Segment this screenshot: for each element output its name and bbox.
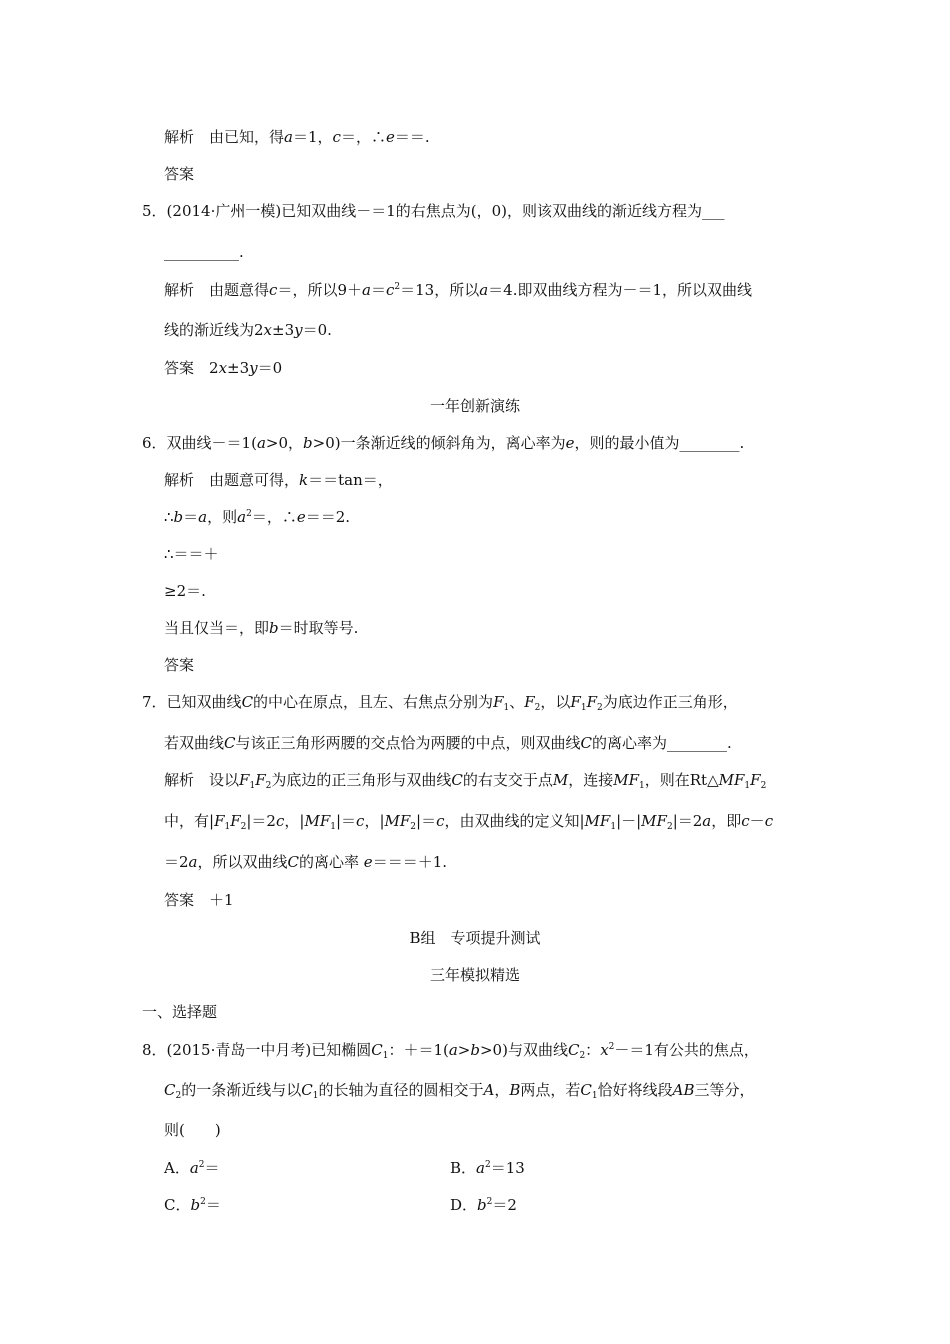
q8-option-c: C．$b^2=$	[164, 1196, 221, 1214]
q8-option-b: B．$a^2=13$	[450, 1159, 525, 1177]
q6-solution-line3: ∴＝＝＋	[164, 545, 219, 563]
q6-solution-line4: ≥2＝.	[164, 582, 206, 600]
q7-stem-line2: 若双曲线C与该正三角形两腰的交点恰为两腰的中点，则双曲线C的离心率为________.	[164, 734, 732, 752]
q8-stem-line1: 8．(2015·青岛一中月考)已知椭圆$C_1$：＋＝1(a>b>0)与双曲线$C_2$：$x^2-=1$有公共的焦点，	[142, 1041, 759, 1061]
q8-stem-line2: $C_2$的一条渐近线与以$C_1$的长轴为直径的圆相交于A，B两点，若$C_1$恰好将线段AB三等分，	[164, 1081, 755, 1101]
q8-option-d: D．$b^2=2$	[450, 1196, 517, 1214]
q7-solution-line3: ＝2a，所以双曲线C的离心率 e＝＝＝＋1.	[164, 853, 447, 871]
q6-solution-line5: 当且仅当＝，即b＝时取等号.	[164, 619, 359, 637]
q8-stem-line3: 则( )	[164, 1121, 221, 1139]
q7-answer: 答案 ＋1	[164, 891, 234, 909]
section-title-mock-selection: 三年模拟精选	[429, 966, 520, 984]
q7-solution-line2: 中，有$|F_1F_2|=2c$，$|MF_1|=c$，$|MF_2|=c$，由双曲线的定义知$|MF_1|-|MF_2|=2a$，即c－c	[164, 812, 774, 832]
q4-answer-label: 答案	[164, 165, 195, 183]
section-title-innovation: 一年创新演练	[429, 397, 520, 415]
q7-stem-line1: 7．已知双曲线C的中心在原点，且左、右焦点分别为$F_1$、$F_2$，以$F_1F_2$为底边作正三角形，	[142, 693, 738, 713]
q6-solution-line1: 解析 由题意可得，k＝＝tan＝，	[164, 471, 393, 489]
q6-answer-label: 答案	[164, 656, 195, 674]
q5-stem: 5．(2014·广州一模)已知双曲线－＝1的右焦点为(，0)，则该双曲线的渐近线方程为___	[142, 202, 725, 220]
section-title-group-b: B组 专项提升测试	[409, 929, 541, 947]
q8-option-a: A．$a^2=$	[164, 1159, 220, 1177]
q4-solution: 解析 由已知，得a＝1，c＝，∴e＝＝.	[164, 128, 430, 146]
q5-solution-line1: 解析 由题意得c＝，所以$9+a=c^2=13$，所以a＝4.即双曲线方程为－＝1，所以双曲线	[164, 281, 753, 299]
q5-answer: 答案 2x±3y＝0	[164, 359, 283, 377]
q6-stem: 6．双曲线－＝1(a>0，b>0)一条渐近线的倾斜角为，离心率为e，则的最小值为________.	[142, 434, 745, 452]
q5-solution-line2: 线的渐近线为2x±3y＝0.	[164, 321, 332, 339]
q6-solution-line2: ∴b＝a，则$a^2=$，∴e＝＝2.	[164, 508, 351, 526]
part-title-choice: 一、选择题	[142, 1003, 218, 1021]
q5-blank: __________.	[164, 243, 244, 261]
q7-solution-line1: 解析 设以$F_1F_2$为底边的正三角形与双曲线C的右支交于点M，连接$MF_1$，则在$Rt\triangle MF_1F_2$	[164, 771, 767, 791]
